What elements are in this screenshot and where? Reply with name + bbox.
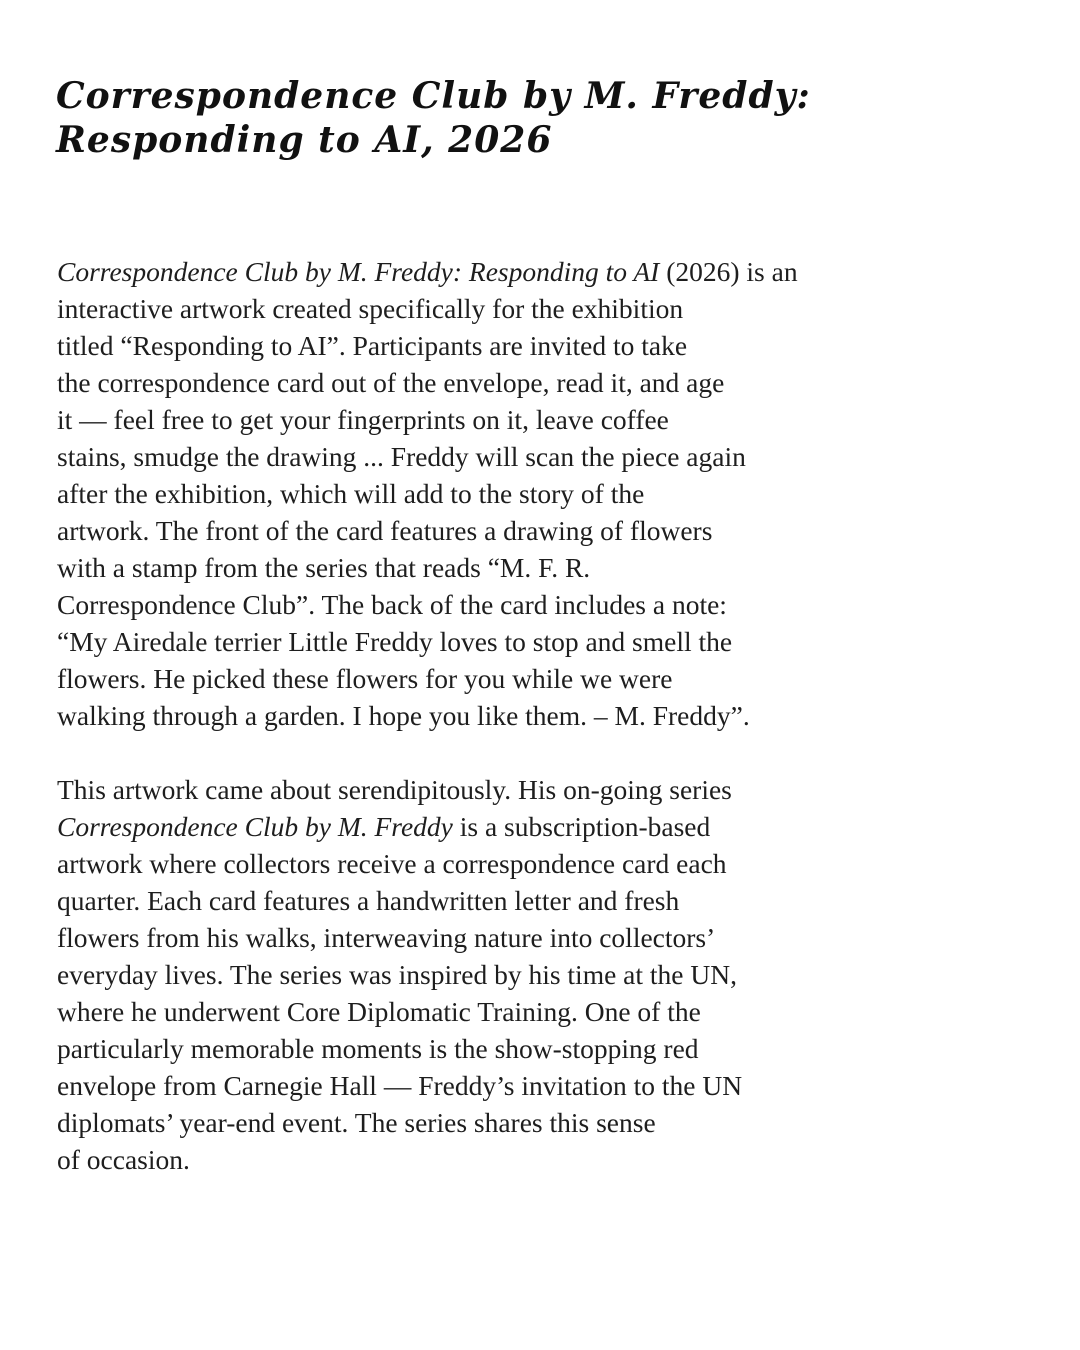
- text-line: This artwork came about serendipitously. His on-going series: [57, 774, 732, 805]
- paragraph-background: [57, 771, 817, 1178]
- text-line: diplomats’ year-end event. The series shares this sense: [57, 1107, 656, 1138]
- text-line: where he underwent Core Diplomatic Training. One of the: [57, 996, 701, 1027]
- text-line: interactive artwork created specifically for the exhibition: [57, 293, 684, 324]
- page-title: [56, 74, 816, 162]
- text-line: [57, 253, 817, 290]
- text-line: envelope from Carnegie Hall — Freddy’s invitation to the UN: [57, 1070, 743, 1101]
- text-line: everyday lives. The series was inspired by his time at the UN,: [57, 959, 737, 990]
- text-line: stains, smudge the drawing ... Freddy will scan the piece again: [57, 441, 746, 472]
- text-line: of occasion.: [57, 1144, 190, 1175]
- text-fragment: (2026) is an: [659, 256, 798, 287]
- text-line: it — feel free to get your fingerprints on it, leave coffee: [57, 404, 669, 435]
- paragraph-description: [57, 253, 817, 734]
- text-line: the correspondence card out of the envelope, read it, and age: [57, 367, 725, 398]
- title-line-2: Responding to AI, 2026: [56, 119, 553, 161]
- text-line: flowers from his walks, interweaving nature into collectors’: [57, 922, 716, 953]
- text-line: [57, 808, 817, 845]
- series-title-italic: Correspondence Club by M. Freddy: [57, 811, 453, 842]
- text-line: titled “Responding to AI”. Participants are invited to take: [57, 330, 688, 361]
- text-fragment: is a subscription-based: [452, 811, 711, 842]
- artwork-title-italic: Correspondence Club by M. Freddy: Responding to AI: [57, 256, 660, 287]
- text-line: “My Airedale terrier Little Freddy loves to stop and smell the: [57, 626, 733, 657]
- title-line-1: Correspondence Club by M. Freddy:: [56, 75, 811, 117]
- text-line: flowers. He picked these flowers for you while we were: [57, 663, 673, 694]
- text-line: quarter. Each card features a handwritten letter and fresh: [57, 885, 680, 916]
- text-line: Correspondence Club”. The back of the card includes a note:: [57, 589, 727, 620]
- text-line: walking through a garden. I hope you like them. – M. Freddy”.: [57, 700, 750, 731]
- text-line: artwork where collectors receive a correspondence card each: [57, 848, 727, 879]
- article-body: [57, 253, 817, 1178]
- text-line: after the exhibition, which will add to the story of the: [57, 478, 645, 509]
- text-line: artwork. The front of the card features a drawing of flowers: [57, 515, 713, 546]
- text-line: with a stamp from the series that reads “M. F. R.: [57, 552, 591, 583]
- text-line: particularly memorable moments is the show-stopping red: [57, 1033, 699, 1064]
